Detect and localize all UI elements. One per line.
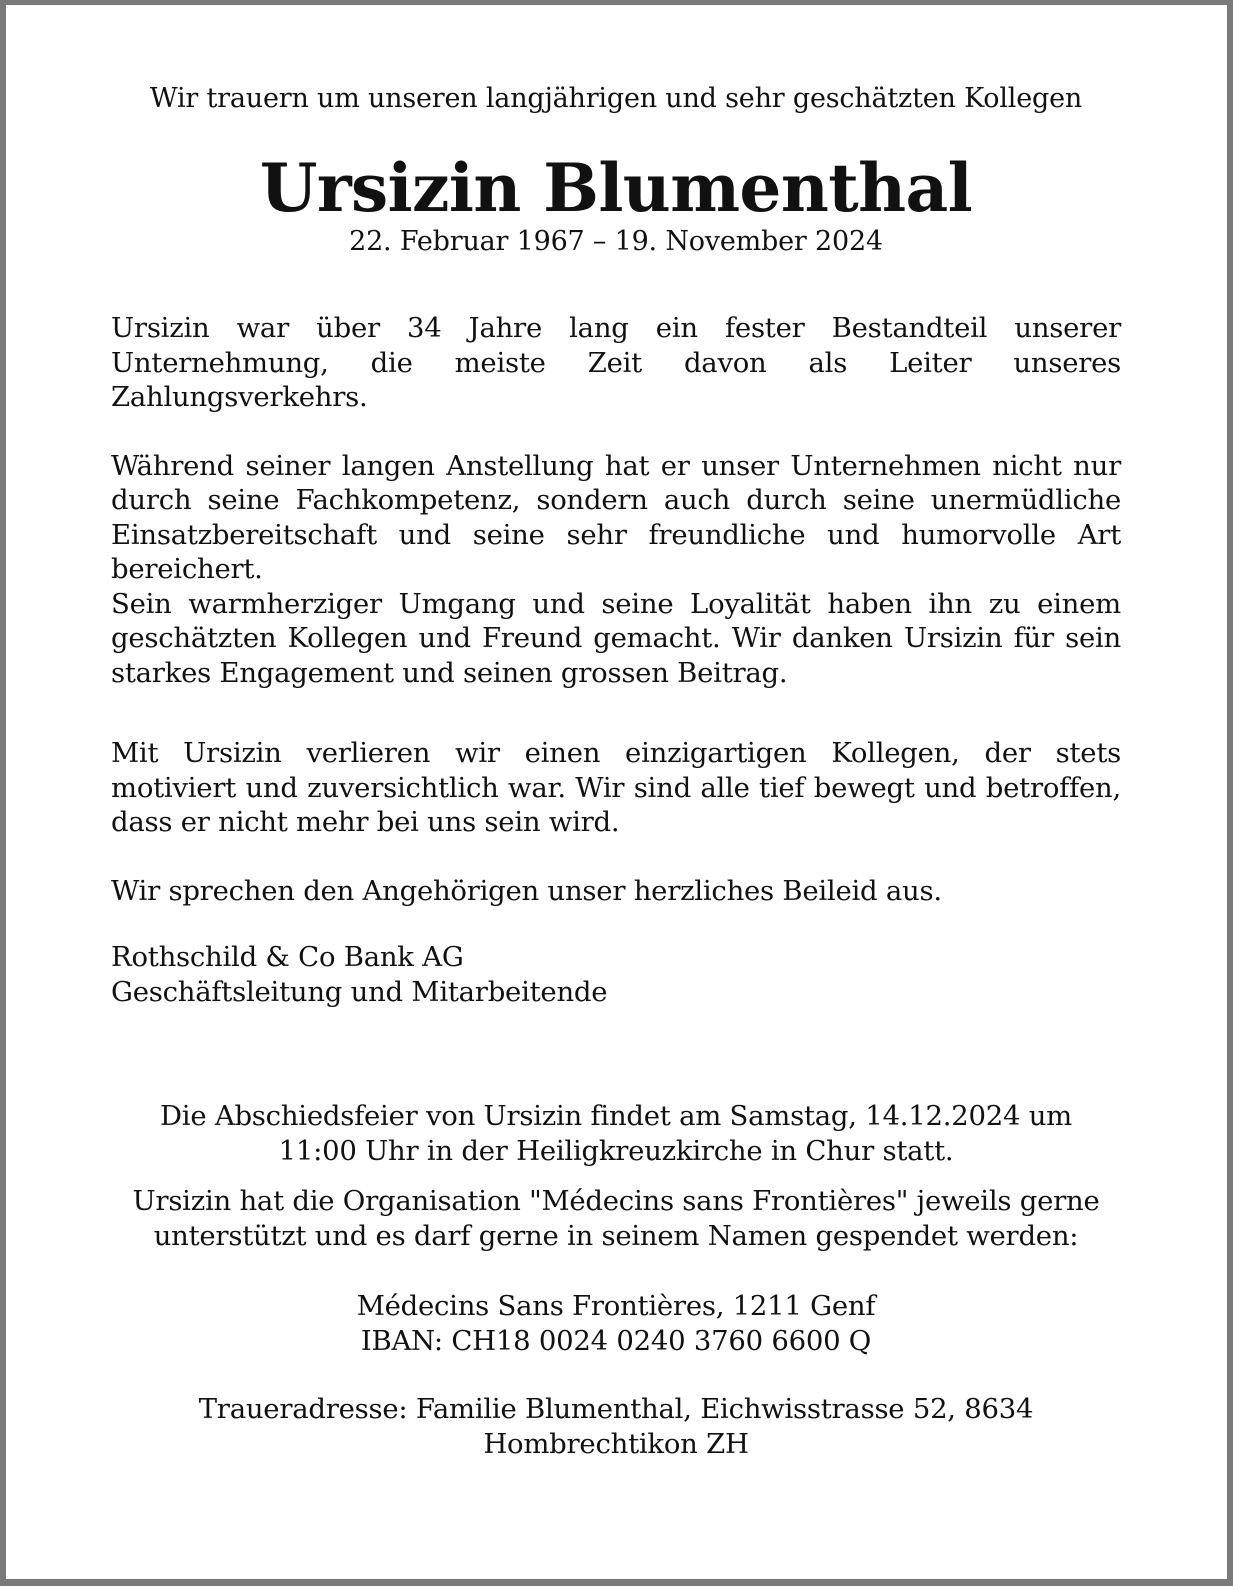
intro-line: Wir trauern um unseren langjährigen und sehr geschätzten Kollegen — [149, 83, 1083, 114]
paragraph-gratitude: Sein warmherziger Umgang und seine Loyalität haben ihn zu einem geschätzten Kollegen und Freund gemacht. Wir danken Ursizin für sein starkes Engagement und seinen grossen Beitrag. — [111, 587, 1121, 689]
recipient-iban: IBAN: CH18 0024 0240 3760 6600 Q — [360, 1324, 872, 1357]
life-dates: 22. Februar 1967 – 19. November 2024 — [349, 226, 883, 257]
donation-recipient — [111, 1289, 1121, 1358]
obituary-notice — [111, 79, 1121, 1461]
paragraph-loss: Mit Ursizin verlieren wir einen einzigartigen Kollegen, der stets motiviert und zuversichtlich war. Wir sind alle tief bewegt und betroffen, dass er nicht mehr bei uns sein wird. — [111, 737, 1121, 838]
signature-block — [111, 940, 1121, 1009]
recipient-name: Médecins Sans Frontières, 1211 Genf — [356, 1290, 876, 1322]
mourning-address: Traueradresse: Familie Blumenthal, Eichwisstrasse 52, 8634 Hombrechtikon ZH — [198, 1393, 1034, 1460]
signature-company: Rothschild & Co Bank AG — [111, 941, 464, 973]
paragraph-contribution: Während seiner langen Anstellung hat er unser Unternehmen nicht nur durch seine Fachkompetenz, sondern auch durch seine unermüdliche Einsatzbereitschaft und seine sehr freundliche und humorvolle Art bereichert. — [111, 449, 1121, 585]
ceremony-info: Die Abschiedsfeier von Ursizin findet am Samstag, 14.12.2024 um 11:00 Uhr in der Heiligkreuzkirche in Chur statt. — [159, 1100, 1072, 1167]
donation-info: Ursizin hat die Organisation "Médecins sans Frontières" jeweils gerne unterstützt und es darf gerne in seinem Namen gespendet werden: — [132, 1185, 1100, 1252]
paragraph-condolences: Wir sprechen den Angehörigen unser herzliches Beileid aus. — [111, 874, 942, 907]
signature-group: Geschäftsleitung und Mitarbeitende — [111, 975, 608, 1008]
paragraph-tenure: Ursizin war über 34 Jahre lang ein fester Bestandteil unserer Unternehmung, die meiste Zeit davon als Leiter unseres Zahlungsverkehrs. — [111, 312, 1121, 413]
deceased-name: Ursizin Blumenthal — [259, 149, 973, 227]
